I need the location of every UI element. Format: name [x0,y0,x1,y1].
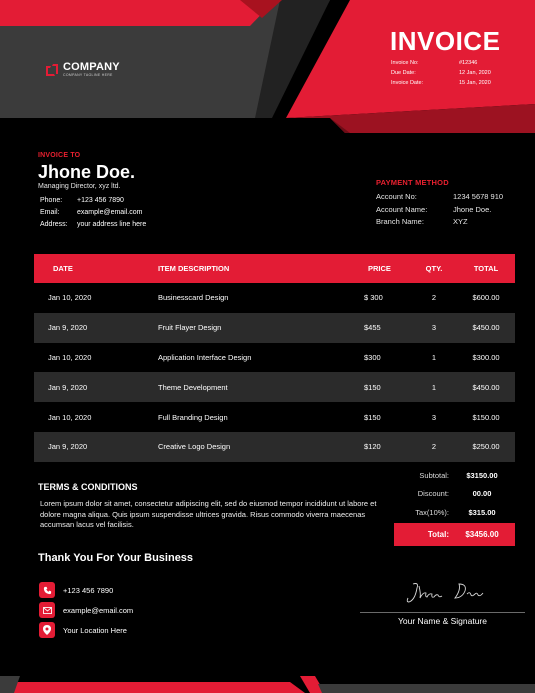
invoice-to-label: INVOICE TO [38,152,81,159]
cell-price: $ 300 [364,293,383,303]
subtotal-row [394,466,515,485]
subtotal-value: $3150.00 [466,470,498,480]
company-name: COMPANY [63,61,120,73]
invoice-number-value: #12346 [459,60,478,66]
invoice-number-label: Invoice No: [391,60,419,66]
cell-date: Jan 10, 2020 [48,293,92,303]
terms-heading: TERMS & CONDITIONS [38,482,138,492]
cell-price: $300 [364,352,381,362]
items-table [34,254,515,462]
header-date: DATE [53,264,73,273]
cell-date: Jan 9, 2020 [48,323,88,333]
contact-location-text: Your Location Here [63,625,127,635]
cell-description: Application Interface Design [158,352,252,362]
address-value: your address line here [77,221,147,228]
client-role: Managing Director, xyz ltd. [38,183,121,190]
payment-method-label: PAYMENT METHOD [376,178,449,187]
cell-date: Jan 9, 2020 [48,442,88,452]
contact-phone-text: +123 456 7890 [63,585,114,595]
discount-value: 00.00 [472,489,492,499]
account-name-label: Account Name: [376,204,428,214]
cell-qty: 3 [431,323,437,333]
table-header [34,254,515,283]
total-label: Total: [427,530,449,539]
cell-price: $150 [364,382,381,392]
cell-qty: 1 [431,352,437,362]
table-row [34,432,515,462]
cell-description: Fruit Flayer Design [158,323,222,333]
branch-name-value: XYZ [453,217,468,226]
cell-date: Jan 9, 2020 [48,382,88,392]
phone-icon [39,582,55,598]
grand-total [394,523,515,546]
cell-total: $300.00 [472,352,500,362]
contact-location [39,620,133,640]
cell-description: Businesscard Design [158,293,229,303]
cell-total: $450.00 [472,323,500,333]
email-icon [39,602,55,618]
header-total: TOTAL [473,264,499,273]
account-no-label: Account No: [376,192,417,201]
totals-block [394,466,515,522]
table-row [34,343,515,373]
header-description: ITEM DESCRIPTION [158,264,230,273]
phone-label: Phone: [40,197,63,204]
contact-email [39,600,133,620]
discount-label: Discount: [417,489,449,499]
total-value: $3456.00 [465,530,499,539]
footer-decoration [0,676,535,693]
invoice-title: INVOICE [390,26,501,56]
due-date-value: 12 Jan, 2020 [459,70,491,76]
subtotal-label: Subtotal: [419,470,449,480]
cell-price: $120 [364,442,381,452]
email-value: example@email.com [77,209,143,216]
header-price: PRICE [368,264,391,273]
payment-details [376,191,503,229]
invoice-date-value: 15 Jan, 2020 [459,80,491,86]
discount-row [394,485,515,504]
table-row [34,402,515,432]
cell-qty: 2 [431,293,437,303]
branch-name-label: Branch Name: [376,217,424,226]
account-name-value: Jhone Doe. [453,204,492,214]
client-name: Jhone Doe. [38,162,136,182]
signature-label: Your Name & Signature [398,616,487,626]
phone-value: +123 456 7890 [77,197,124,204]
tax-row [394,503,515,522]
invoice-date-label: Invoice Date: [391,80,424,86]
cell-description: Theme Development [158,382,228,392]
cell-date: Jan 10, 2020 [48,412,92,422]
contact-phone [39,580,133,600]
cell-description: Full Branding Design [158,412,228,422]
company-tagline: COMPANY TAGLINE HERE [63,73,113,77]
cell-description: Creative Logo Design [158,442,231,452]
cell-price: $150 [364,412,381,422]
cell-total: $150.00 [472,412,500,422]
cell-price: $455 [364,323,381,333]
cell-total: $600.00 [472,293,500,303]
email-label: Email: [40,209,60,216]
table-row [34,372,515,402]
cell-qty: 2 [431,442,437,452]
thank-you-message: Thank You For Your Business [38,552,194,564]
cell-qty: 1 [431,382,437,392]
client-details [40,195,146,231]
logo-icon [46,64,58,76]
cell-total: $250.00 [472,442,500,452]
cell-date: Jan 10, 2020 [48,352,92,362]
cell-total: $450.00 [472,382,500,392]
terms-body: Lorem ipsum dolor sit amet, consectetur adipiscing elit, sed do eiusmod tempor incididunt ut labore et dolore magna aliqua. Quis ipsum suspendisse ultrices gravida. Risus commodo viverra maecenas accumsan lacus vel facilisis. [40,499,377,529]
contact-email-text: example@email.com [63,605,134,615]
address-label: Address: [40,221,68,228]
table-row [34,313,515,343]
company-logo [46,62,120,78]
cell-qty: 3 [431,412,437,422]
tax-label: Tax(10%): [415,507,449,517]
location-icon [39,622,55,638]
signature-line [360,612,525,613]
table-row [34,283,515,313]
tax-value: $315.00 [468,507,496,517]
contact-list [39,580,133,640]
invoice-meta [391,58,491,88]
signature-image [405,578,495,608]
account-no-value: 1234 5678 910 [453,192,504,201]
header-qty: QTY. [425,264,443,273]
due-date-label: Due Date: [391,70,416,76]
